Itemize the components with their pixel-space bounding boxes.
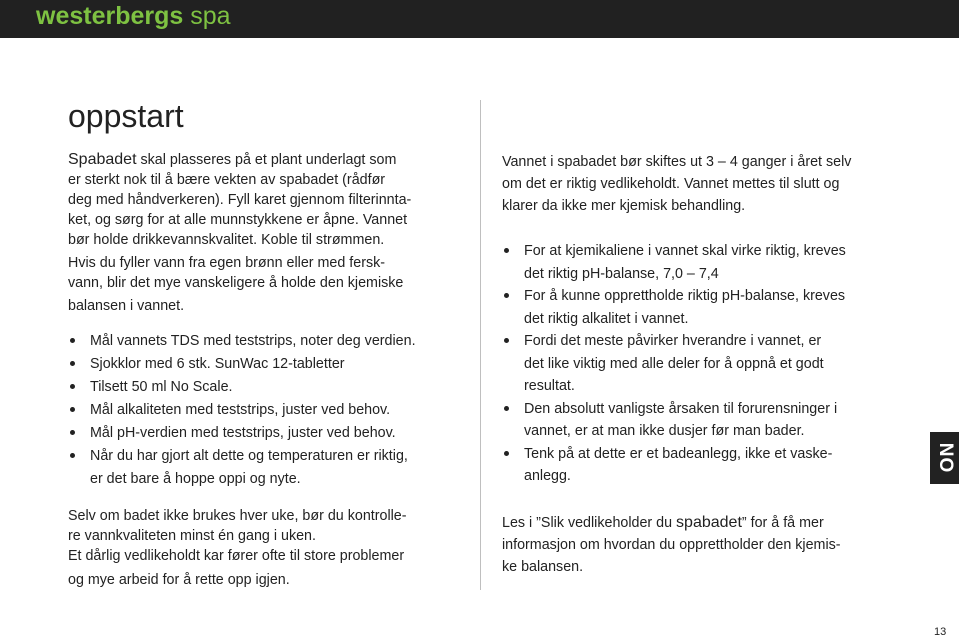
list-item: [502, 443, 846, 488]
left-intro-paragraph: [68, 150, 411, 316]
list-item-line: Fordi det meste påvirker hverandre i vannet, er: [524, 333, 822, 349]
language-code: NO: [934, 442, 956, 474]
left-closing-line: Selv om badet ikke brukes hver uke, bør du kontrolle-: [68, 508, 407, 524]
left-intro-line: Hvis du fyller vann fra egen brønn eller med fersk-: [68, 255, 386, 271]
spabadet-reference: spabadet: [676, 514, 742, 531]
left-closing-paragraph: [68, 506, 407, 590]
page-title: oppstart: [68, 98, 184, 134]
list-item: [68, 445, 416, 491]
left-intro-line: deg med håndverkeren). Fyll karet gjennom filterinnta-: [68, 192, 412, 208]
left-intro-line: er sterkt nok til å bære vekten av spabadet (rådfør: [68, 172, 386, 188]
closing-suffix: ” for å få mer: [741, 515, 824, 531]
list-item-line: Tenk på at dette er et badeanlegg, ikke et vaske-: [524, 445, 833, 462]
list-item: [502, 330, 846, 398]
list-item: Sjokklor med 6 stk. SunWac 12-tabletter: [68, 353, 416, 376]
list-item-line: det riktig alkalitet i vannet.: [524, 310, 689, 327]
list-item: Mål pH-verdien med teststrips, juster ved behov.: [68, 422, 416, 445]
list-item: Tilsett 50 ml No Scale.: [68, 376, 416, 399]
right-intro-line: om det er riktig vedlikeholdt. Vannet mettes til slutt og: [502, 176, 840, 192]
right-intro-line: klarer da ikke mer kjemisk behandling.: [502, 198, 746, 214]
left-intro-line: bør holde drikkevannskvalitet. Koble til strømmen.: [68, 232, 385, 248]
list-item: [502, 285, 846, 330]
list-item: Mål vannets TDS med teststrips, noter deg verdien.: [68, 330, 416, 353]
left-bullet-list: [68, 330, 416, 491]
closing-prefix: Les i ”Slik vedlikeholder du: [502, 515, 677, 531]
right-closing-line: informasjon om hvordan du opprettholder den kjemis-: [502, 537, 841, 553]
language-tab: [930, 432, 959, 484]
list-item-line: er det bare å hoppe oppi og nyte.: [90, 471, 301, 487]
right-intro-line: Vannet i spabadet bør skiftes ut 3 – 4 ganger i året selv: [502, 154, 852, 170]
list-item: Mål alkaliteten med teststrips, juster ved behov.: [68, 399, 416, 422]
brand-logo: [36, 1, 231, 31]
list-item: [502, 240, 846, 285]
left-closing-line: og mye arbeid for å rette opp igjen.: [68, 572, 290, 588]
page-number: 13: [934, 626, 947, 638]
list-item-line: det like viktig med alle deler for å oppnå et godt: [524, 355, 824, 372]
right-closing-line: [502, 512, 841, 534]
left-closing-line: re vannkvaliteten minst én gang i uken.: [68, 528, 316, 544]
left-intro-line: ket, og sørg for at alle munnstykkene er åpne. Vannet: [68, 212, 408, 228]
list-item-line: Når du har gjort alt dette og temperaturen er riktig,: [90, 448, 408, 464]
right-closing-paragraph: [502, 512, 841, 578]
left-intro-line: [68, 150, 411, 170]
left-closing-line: Et dårlig vedlikeholdt kar fører ofte til store problemer: [68, 548, 405, 564]
left-intro-line: balansen i vannet.: [68, 298, 185, 314]
column-divider: [480, 100, 481, 590]
list-item-line: anlegg.: [524, 468, 571, 484]
list-item-line: For å kunne opprettholde riktig pH-balanse, kreves: [524, 288, 846, 304]
list-item-line: resultat.: [524, 378, 575, 394]
brand-suffix: spa: [190, 2, 231, 30]
list-item-line: det riktig pH-balanse, 7,0 – 7,4: [524, 265, 719, 282]
list-item-line: vannet, er at man ikke dusjer før man bader.: [524, 423, 805, 439]
right-bullet-list: [502, 240, 846, 488]
list-item-line: For at kjemikaliene i vannet skal virke riktig, kreves: [524, 243, 846, 259]
spabadet-lead: Spabadet: [68, 151, 137, 168]
left-intro-line: vann, blir det mye vanskeligere å holde den kjemiske: [68, 275, 404, 291]
left-intro-text: skal plasseres på et plant underlagt som: [136, 152, 397, 168]
right-intro-paragraph: [502, 151, 851, 217]
list-item: [502, 398, 846, 443]
right-closing-line: ke balansen.: [502, 559, 584, 575]
header-bar: [0, 0, 959, 38]
brand-name: westerbergs: [36, 2, 184, 30]
list-item-line: Den absolutt vanligste årsaken til forurensninger i: [524, 400, 838, 417]
